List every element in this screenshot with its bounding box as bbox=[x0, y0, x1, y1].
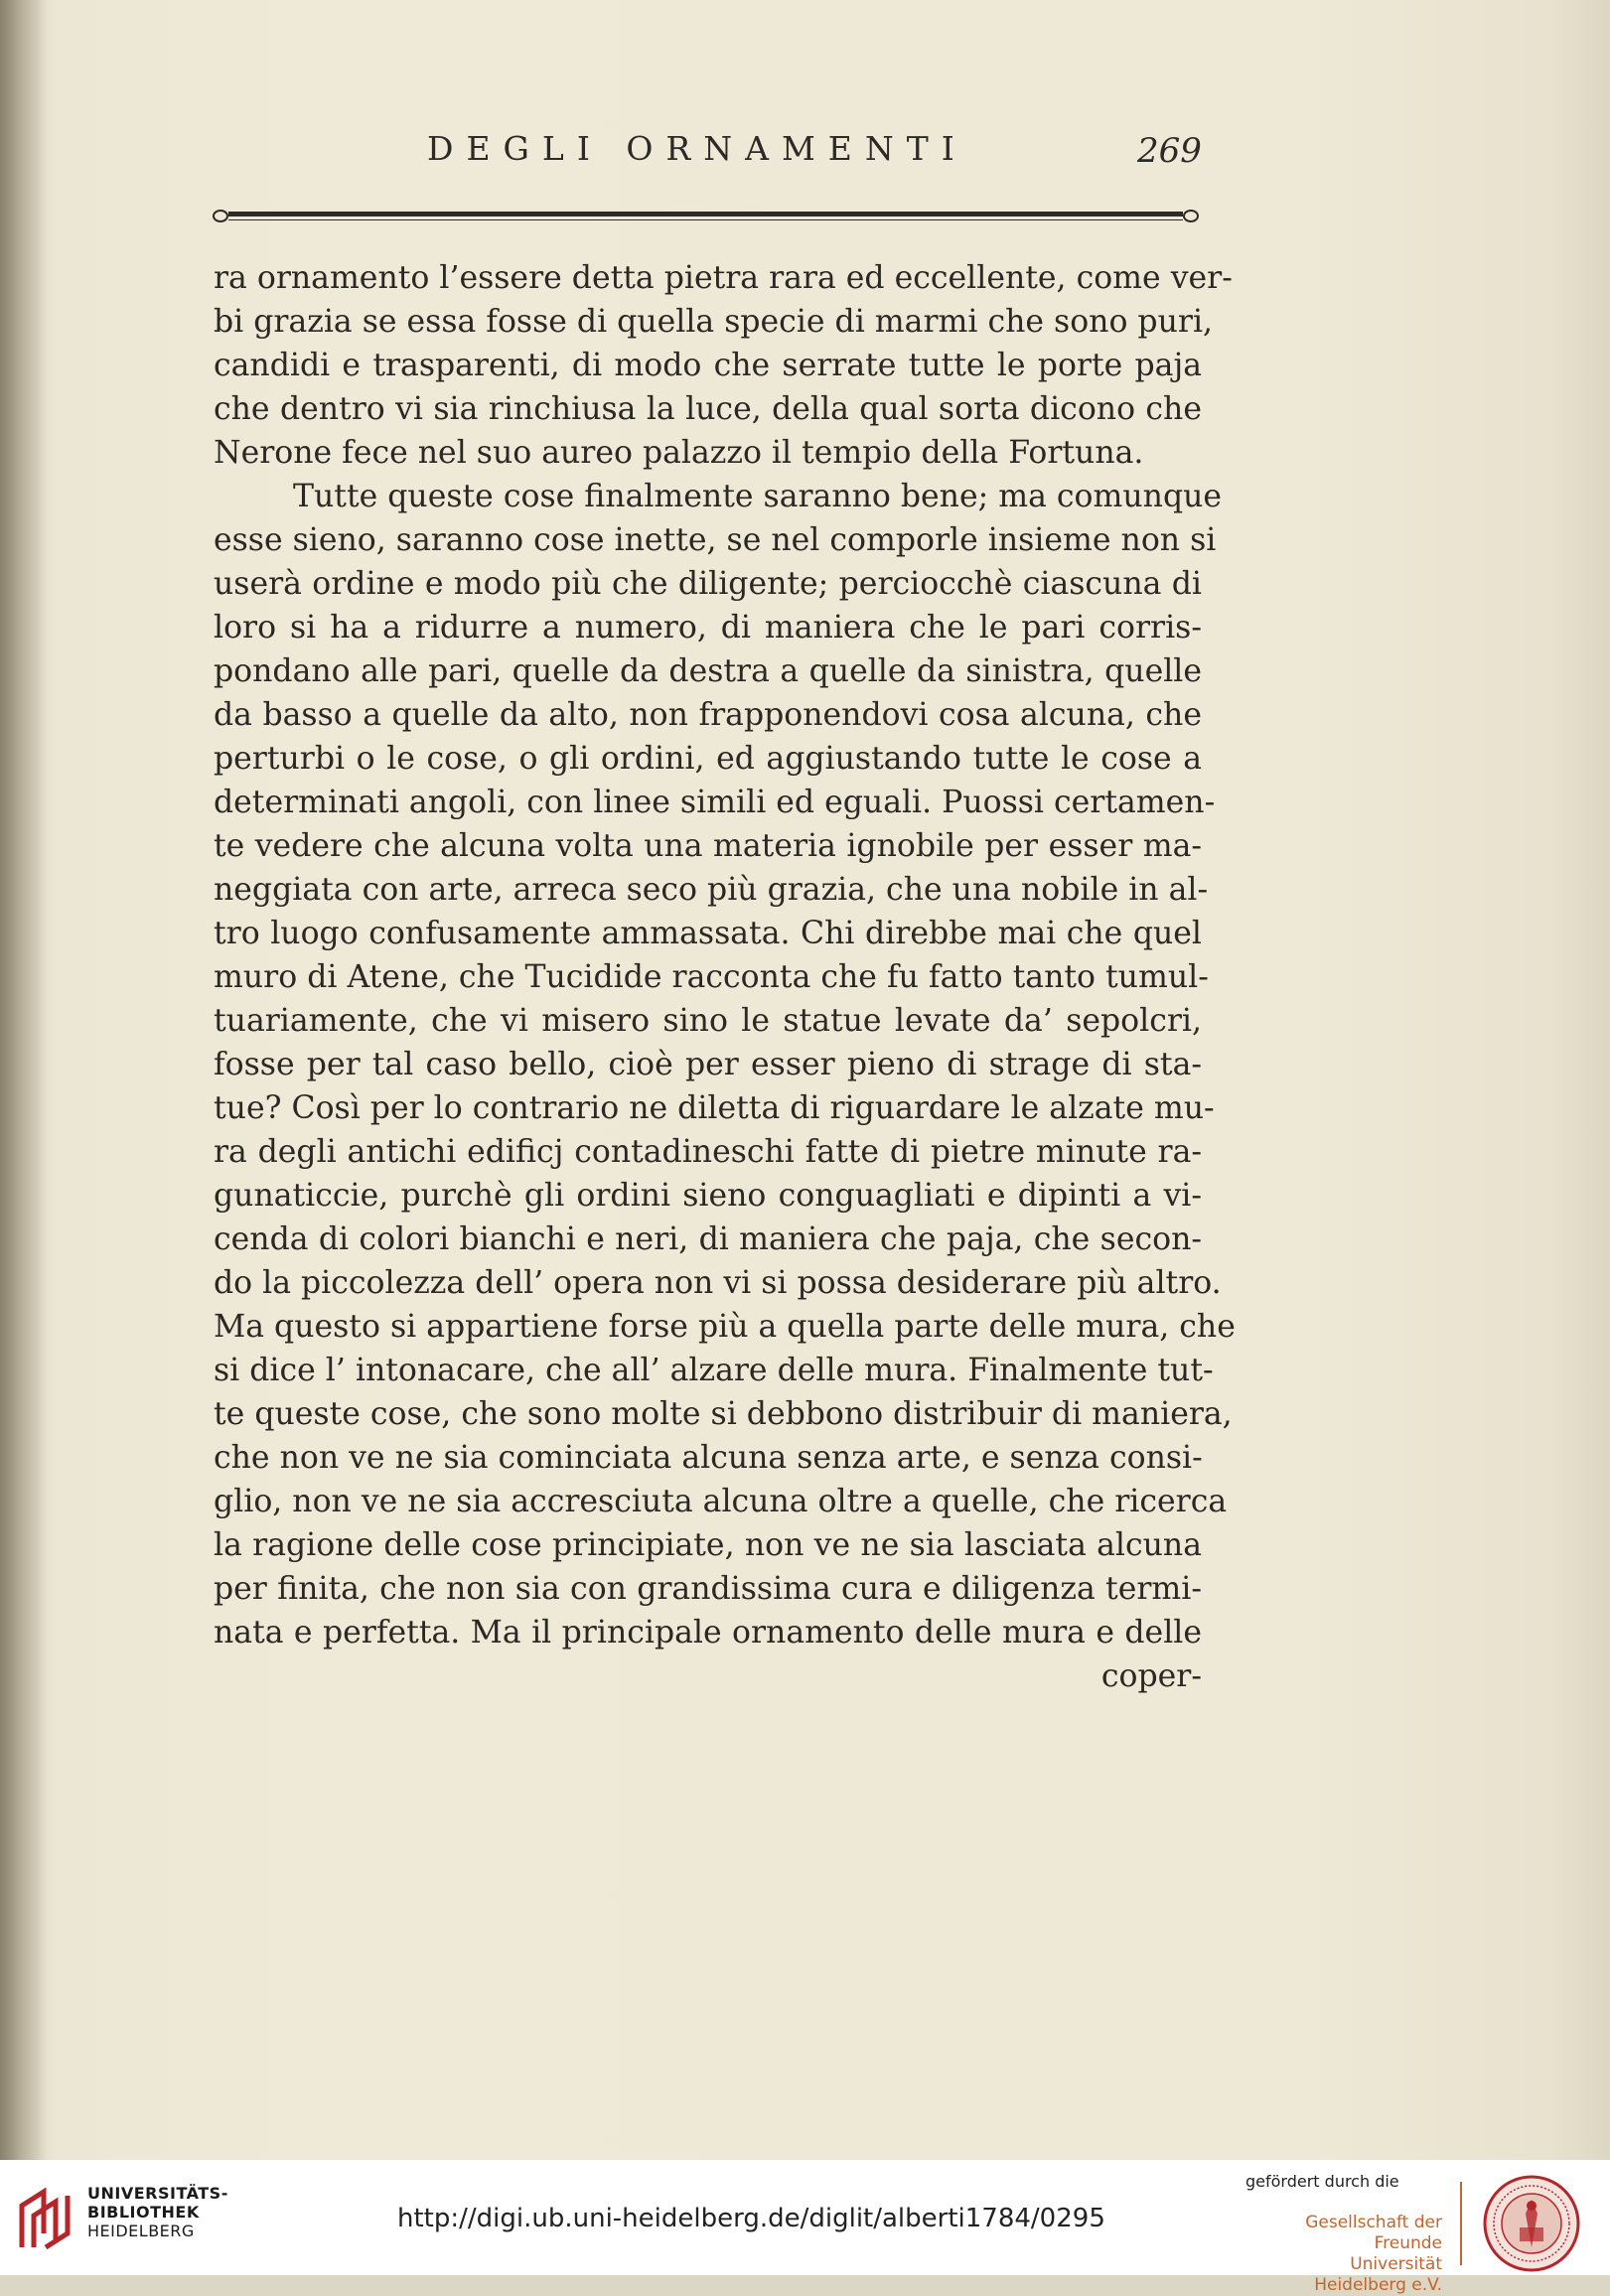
text-line: esse sieno, saranno cose inette, se nel comporle insieme non si bbox=[214, 522, 1217, 558]
library-name-line1: UNIVERSITÄTS- bbox=[87, 2184, 228, 2203]
text-line: te queste cose, che sono molte si debbono distribuir di maniera, bbox=[214, 1396, 1233, 1432]
binding-shadow bbox=[0, 0, 48, 2160]
body-text bbox=[214, 256, 1236, 1698]
sponsor-name-line1: Gesellschaft der Freunde bbox=[1305, 2213, 1442, 2253]
rule-bar-thin bbox=[228, 219, 1183, 220]
sponsor-name[interactable] bbox=[1253, 2213, 1442, 2296]
text-line: per finita, che non sia con grandissima cura e diligenza termi- bbox=[214, 1571, 1202, 1607]
text-line: Tutte queste cose finalmente saranno bene; ma comunque bbox=[293, 479, 1223, 514]
text-line: nata e perfetta. Ma il principale ornamento delle mura e delle bbox=[214, 1615, 1202, 1650]
text-line: tue? Così per lo contrario ne diletta di riguardare le alzate mu- bbox=[214, 1090, 1215, 1126]
text-line: fosse per tal caso bello, cioè per esser pieno di strage di sta- bbox=[214, 1047, 1202, 1082]
university-seal-icon bbox=[1482, 2174, 1581, 2273]
text-line: gunaticcie, purchè gli ordini sieno conguagliati e dipinti a vi- bbox=[214, 1178, 1202, 1214]
text-line: determinati angoli, con linee simili ed eguali. Puossi certamen- bbox=[214, 785, 1216, 820]
sponsor-divider bbox=[1460, 2182, 1462, 2265]
text-line: te vedere che alcuna volta una materia ignobile per esser ma- bbox=[214, 828, 1202, 864]
text-line: tuariamente, che vi misero sino le statue levate da’ sepolcri, bbox=[214, 1003, 1202, 1039]
library-name-line2: BIBLIOTHEK bbox=[87, 2203, 200, 2222]
text-line: glio, non ve ne sia accresciuta alcuna oltre a quelle, che ricerca bbox=[214, 1484, 1228, 1519]
text-line: perturbi o le cose, o gli ordini, ed aggiustando tutte le cose a bbox=[214, 741, 1202, 777]
text-line: ra ornamento l’essere detta pietra rara ed eccellente, come ver- bbox=[214, 260, 1233, 296]
library-name-line3: HEIDELBERG bbox=[87, 2222, 195, 2240]
page-number: 269 bbox=[1137, 131, 1202, 171]
text-line: neggiata con arte, arreca seco più grazia, che una nobile in al- bbox=[214, 872, 1209, 908]
sponsor-name-line2: Universität Heidelberg e.V. bbox=[1314, 2254, 1442, 2295]
sponsor-label: gefördert durch die bbox=[1245, 2172, 1399, 2191]
text-line: si dice l’ intonacare, che all’ alzare delle mura. Finalmente tut- bbox=[214, 1353, 1214, 1388]
university-library-logo-icon[interactable] bbox=[14, 2182, 75, 2251]
text-line: che dentro vi sia rinchiusa la luce, della qual sorta dicono che bbox=[214, 391, 1202, 427]
library-name bbox=[87, 2184, 228, 2240]
text-line: tro luogo confusamente ammassata. Chi direbbe mai che quel bbox=[214, 916, 1202, 951]
text-line: pondano alle pari, quelle da destra a quelle da sinistra, quelle bbox=[214, 653, 1202, 689]
permalink-url[interactable]: http://digi.ub.uni-heidelberg.de/diglit/alberti1784/0295 bbox=[397, 2204, 1105, 2233]
text-line: Nerone fece nel suo aureo palazzo il tempio della Fortuna. bbox=[214, 435, 1144, 471]
text-line: cenda di colori bianchi e neri, di maniera che paja, che secon- bbox=[214, 1221, 1202, 1257]
text-line: la ragione delle cose principiate, non ve ne sia lasciata alcuna bbox=[214, 1527, 1202, 1563]
running-head bbox=[214, 129, 1207, 189]
running-title: DEGLI ORNAMENTI bbox=[427, 129, 967, 168]
text-line: userà ordine e modo più che diligente; perciocchè ciascuna di bbox=[214, 566, 1202, 602]
rule-end-right bbox=[1183, 210, 1199, 222]
catchword: coper- bbox=[1100, 1658, 1202, 1694]
text-line: ra degli antichi edificj contadineschi fatte di pietre minute ra- bbox=[214, 1134, 1202, 1170]
text-line: do la piccolezza dell’ opera non vi si possa desiderare più altro. bbox=[214, 1265, 1222, 1301]
text-line: muro di Atene, che Tucidide racconta che fu fatto tanto tumul- bbox=[214, 959, 1209, 995]
text-line: che non ve ne sia cominciata alcuna senza arte, e senza consi- bbox=[214, 1440, 1203, 1476]
rule-end-left bbox=[213, 210, 228, 222]
footer-bar bbox=[0, 2160, 1610, 2295]
text-line: loro si ha a ridurre a numero, di maniera che le pari corris- bbox=[214, 610, 1202, 646]
text-line: Ma questo si appartiene forse più a quella parte delle mura, che bbox=[214, 1309, 1236, 1345]
text-line: bi grazia se essa fosse di quella specie di marmi che sono puri, bbox=[214, 304, 1214, 340]
text-line: da basso a quelle da alto, non frapponendovi cosa alcuna, che bbox=[214, 697, 1202, 733]
rule-bar-thick bbox=[228, 212, 1183, 216]
text-line: candidi e trasparenti, di modo che serrate tutte le porte paja bbox=[214, 348, 1202, 383]
ornamental-rule bbox=[217, 209, 1195, 222]
